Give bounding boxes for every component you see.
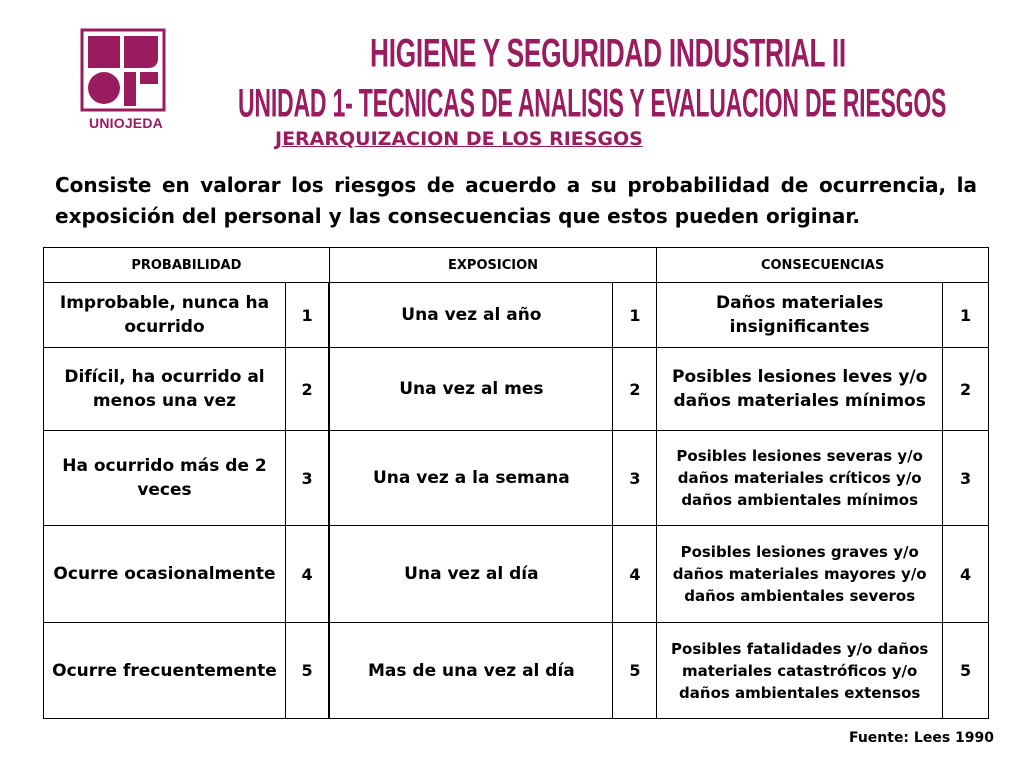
consequence-value: 1: [943, 283, 989, 348]
consequence-cell: Posibles lesiones severas y/o daños materiales críticos y/o daños ambientales mínimos: [657, 431, 943, 526]
exposure-cell: Una vez al mes: [329, 348, 613, 431]
unit-title: UNIDAD 1- TECNICAS DE ANALISIS Y EVALUACION DE RIESGOS: [238, 80, 947, 125]
exposure-cell: Una vez a la semana: [329, 431, 613, 526]
header-consecuencias: CONSECUENCIAS: [657, 248, 989, 283]
table-row: [44, 348, 989, 431]
exposure-value: 5: [613, 623, 657, 719]
table-row: [44, 623, 989, 719]
header-probabilidad: PROBABILIDAD: [44, 248, 330, 283]
probability-value: 2: [285, 348, 329, 431]
source-citation: Fuente: Lees 1990: [848, 730, 994, 746]
consequence-value: 2: [943, 348, 989, 431]
table-row: [44, 283, 989, 348]
consequence-cell: Posibles lesiones graves y/o daños materiales mayores y/o daños ambientales severos: [657, 526, 943, 623]
probability-cell: Difícil, ha ocurrido al menos una vez: [44, 348, 286, 431]
table-row: [44, 431, 989, 526]
exposure-value: 4: [613, 526, 657, 623]
probability-cell: Ha ocurrido más de 2 veces: [44, 431, 286, 526]
exposure-cell: Mas de una vez al día: [329, 623, 613, 719]
probability-value: 1: [285, 283, 329, 348]
exposure-cell: Una vez al año: [329, 283, 613, 348]
probability-cell: Improbable, nunca ha ocurrido: [44, 283, 286, 348]
consequence-value: 4: [943, 526, 989, 623]
exposure-value: 1: [613, 283, 657, 348]
probability-cell: Ocurre ocasionalmente: [44, 526, 286, 623]
header-exposicion: EXPOSICION: [329, 248, 657, 283]
consequence-value: 5: [943, 623, 989, 719]
probability-value: 5: [285, 623, 329, 719]
risk-hierarchy-table: [43, 247, 989, 719]
course-title: HIGIENE Y SEGURIDAD INDUSTRIAL II: [370, 30, 846, 75]
probability-cell: Ocurre frecuentemente: [44, 623, 286, 719]
consequence-value: 3: [943, 431, 989, 526]
consequence-cell: Daños materiales insignificantes: [657, 283, 943, 348]
exposure-value: 3: [613, 431, 657, 526]
probability-value: 3: [285, 431, 329, 526]
intro-paragraph: Consiste en valorar los riesgos de acuerdo a su probabilidad de ocurrencia, la exposición del personal y las consecuencias que estos pueden originar.: [55, 173, 977, 228]
consequence-cell: Posibles fatalidades y/o daños materiales catastróficos y/o daños ambientales extensos: [657, 623, 943, 719]
consequence-cell: Posibles lesiones leves y/o daños materiales mínimos: [657, 348, 943, 431]
exposure-cell: Una vez al día: [329, 526, 613, 623]
exposure-value: 2: [613, 348, 657, 431]
probability-value: 4: [285, 526, 329, 623]
table-row: [44, 526, 989, 623]
logo-wordmark: UNIOJEDA: [89, 115, 163, 131]
section-subtitle: JERARQUIZACION DE LOS RIESGOS: [275, 128, 643, 150]
